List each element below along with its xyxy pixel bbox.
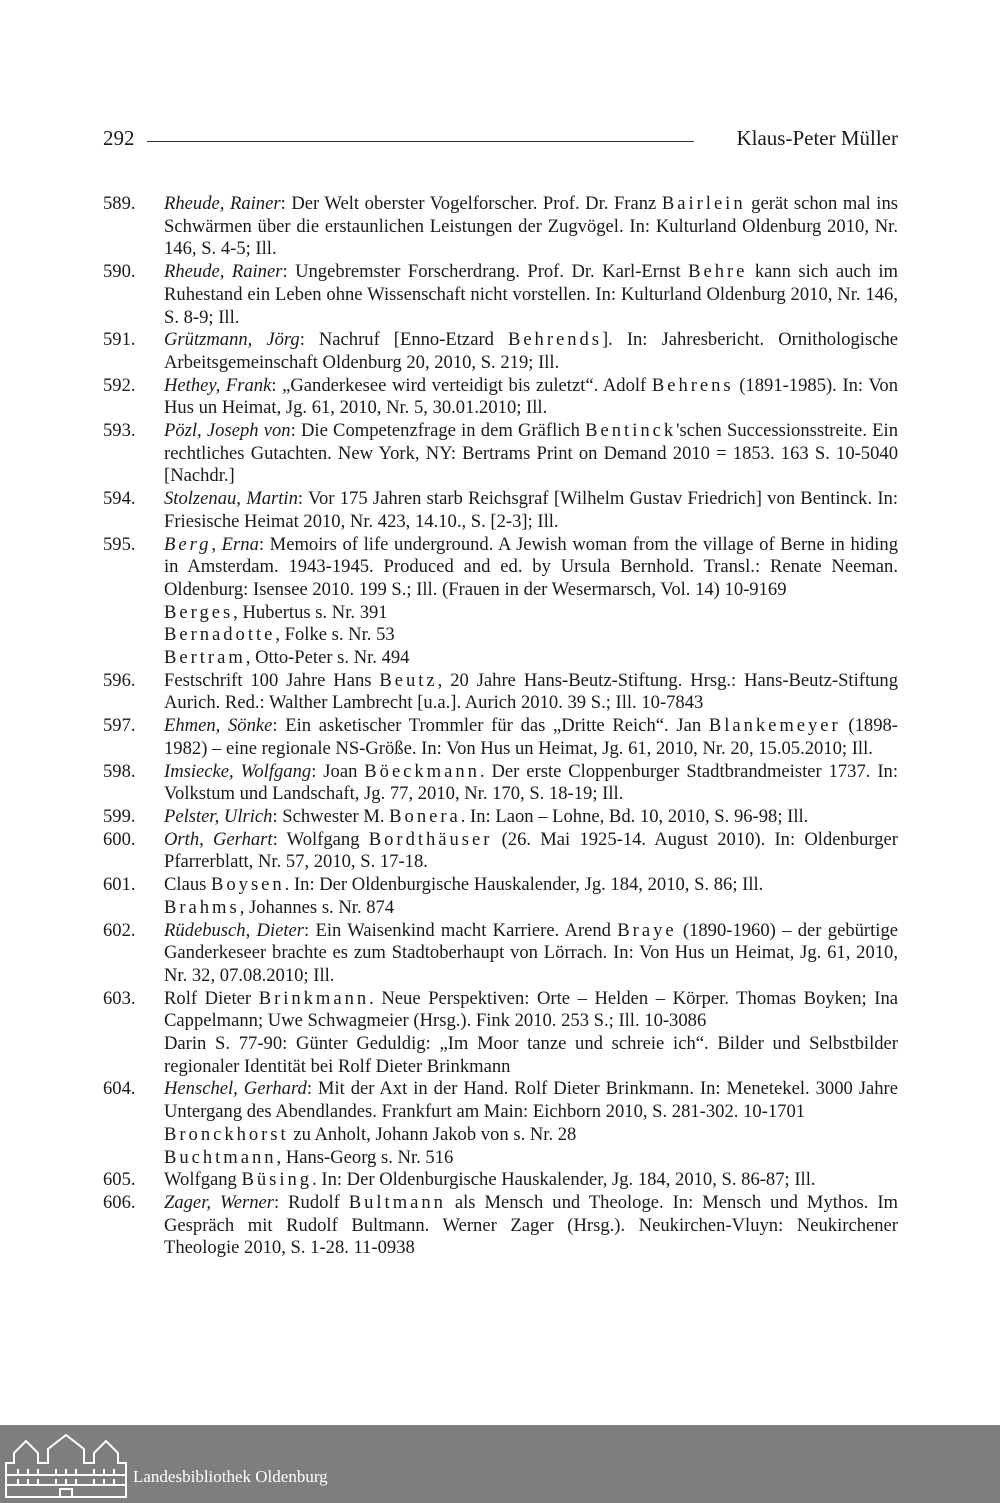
entry-592: 592. Hethey, Frank: „Ganderkesee wird verteidigt bis zuletzt“. Adolf Behrens (1891-1985). In: Von Hus un Heimat, Jg. 61, 2010, Nr. 5, 30.01.2010; Ill.: [103, 374, 898, 419]
entry-597: 597. Ehmen, Sönke: Ein asketischer Trommler für das „Dritte Reich“. Jan Blankemeyer (1898-1982) – eine regionale NS-Größe. In: Von Hus un Heimat, Jg. 61, 2010, Nr. 20, 15.05.2010; Ill.: [103, 715, 898, 759]
entry-596: 596. Festschrift 100 Jahre Hans Beutz, 20 Jahre Hans-Beutz-Stiftung. Hrsg.: Hans-Beutz-Stiftung Aurich. Red.: Walther Lambrecht [u.a.]. Aurich 2010. 39 S.; Ill. 10-7843: [103, 669, 898, 714]
cross-reference: Bronckhorst zu Anholt, Johann Jakob von s. Nr. 28: [164, 1123, 577, 1145]
entry-590: 590. Rheude, Rainer: Ungebremster Forscherdrang. Prof. Dr. Karl-Ernst Behre kann sich auch im Ruhestand ein Leben ohne Wissenschaft nicht vorstellen. In: Kulturland Oldenburg 2010, Nr. 146, S. 8-9; Ill.: [103, 261, 898, 328]
entry-591: 591. Grützmann, Jörg: Nachruf [Enno-Etzard Behrends]. In: Jahresbericht. Ornithologische Arbeitsgemeinschaft Oldenburg 20, 2010, S. 219; Ill.: [103, 329, 898, 373]
running-author: Klaus-Peter Müller: [736, 126, 898, 150]
page-number: 292: [103, 126, 135, 150]
entry-604: 604. Henschel, Gerhard: Mit der Axt in der Hand. Rolf Dieter Brinkmann. In: Menetekel. 3000 Jahre Untergang des Abendlandes. Frankfurt am Main: Eichborn 2010, S. 281-302. 10-1701 Bronckhorst zu Anholt, Johann Jakob von s. Nr. 28 Buchtmann, Hans-Georg s. Nr. 516: [103, 1078, 898, 1168]
entry-595: 595. Berg, Erna: Memoirs of life underground. A Jewish woman from the village of Berne in hiding in Amsterdam. 1943-1945. Produced and ed. by Ursula Bernhold. Transl.: Renate Neeman. Oldenburg: Isensee 2010. 199 S.; Ill. (Frauen in der Wesermarsch, Vol. 14) 10-9169 Berges, Hubertus s. Nr. 391 Bernadotte, Folke s. Nr. 53 Bertram, Otto-Peter s. Nr. 494: [103, 533, 898, 669]
library-name: Landesbibliothek Oldenburg: [133, 1467, 328, 1486]
header-rule: [147, 141, 694, 142]
entry-598: 598. Imsiecke, Wolfgang: Joan Böeckmann. Der erste Cloppenburger Stadtbrandmeister 1737. In: Volkstum und Landschaft, Jg. 77, 2010, Nr. 170, S. 18-19; Ill.: [103, 760, 898, 805]
cross-reference: Berges, Hubertus s. Nr. 391: [164, 601, 388, 623]
entry-599: 599. Pelster, Ulrich: Schwester M. Bonera. In: Laon – Lohne, Bd. 10, 2010, S. 96-98; Ill.: [103, 805, 809, 827]
entry-600: 600. Orth, Gerhart: Wolfgang Bordthäuser (26. Mai 1925-14. August 2010). In: Oldenburger Pfarrerblatt, Nr. 57, 2010, S. 17-18.: [103, 828, 898, 873]
cross-reference: Bertram, Otto-Peter s. Nr. 494: [164, 647, 410, 669]
entry-602: 602. Rüdebusch, Dieter: Ein Waisenkind macht Karriere. Arend Braye (1890-1960) – der gebürtige Ganderkeseer brachte es zum Stadtoberhaupt von Lörrach. In: Von Hus un Heimat, Jg. 61, 2010, Nr. 32, 07.08.2010; Ill.: [103, 919, 898, 986]
cross-reference: Bernadotte, Folke s. Nr. 53: [164, 624, 395, 646]
library-building-icon: [4, 1429, 128, 1499]
entry-note: Darin S. 77-90: Günter Geduldig: „Im Moor tanze und schreie ich“. Bilder und Selbstbilder regionaler Identität bei Rolf Dieter Brinkmann: [164, 1033, 898, 1077]
cross-reference: Brahms, Johannes s. Nr. 874: [164, 896, 395, 918]
entry-605: 605. Wolfgang Büsing. In: Der Oldenburgische Hauskalender, Jg. 184, 2010, S. 86-87; Ill.: [103, 1169, 816, 1191]
bibliography-list: [103, 193, 898, 1260]
cross-reference: Buchtmann, Hans-Georg s. Nr. 516: [164, 1146, 454, 1168]
library-footer: [0, 1425, 1000, 1503]
entry-606: 606. Zager, Werner: Rudolf Bultmann als Mensch und Theologe. In: Mensch und Mythos. Im Gespräch mit Rudolf Bultmann. Werner Zager (Hrsg.). Neukirchen-Vluyn: Neukirchener Theologie 2010, S. 1-28. 11-0938: [103, 1191, 898, 1259]
entry-601: 601. Claus Boysen. In: Der Oldenburgische Hauskalender, Jg. 184, 2010, S. 86; Ill. Brahms, Johannes s. Nr. 874: [103, 874, 898, 919]
entry-589: 589. Rheude, Rainer: Der Welt oberster Vogelforscher. Prof. Dr. Franz Bairlein gerät schon mal ins Schwärmen über die erstaunlichen Leistungen der Zugvögel. In: Kulturland Oldenburg 2010, Nr. 146, S. 4-5; Ill.: [103, 193, 898, 260]
entry-594: 594. Stolzenau, Martin: Vor 175 Jahren starb Reichsgraf [Wilhelm Gustav Friedrich] von Bentinck. In: Friesische Heimat 2010, Nr. 423, 14.10., S. [2-3]; Ill.: [103, 488, 899, 532]
running-header: [103, 126, 898, 156]
entry-593: 593. Pözl, Joseph von: Die Competenzfrage in dem Gräflich Bentinck'schen Successionsstreite. Ein rechtliches Gutachten. New York, NY: Bertrams Print on Demand 2010 = 1853. 163 S. 10-5040 [Nachdr.]: [103, 420, 898, 487]
entry-603: 603. Rolf Dieter Brinkmann. Neue Perspektiven: Orte – Helden – Körper. Thomas Boyken; Ina Cappelmann; Uwe Schwagmeier (Hrsg.). Fink 2010. 253 S.; Ill. 10-3086 Darin S. 77-90: Günter Geduldig: „Im Moor tanze und schreie ich“. Bilder und Selbstbilder regionaler Identität bei Rolf Dieter Brinkmann: [103, 987, 899, 1077]
